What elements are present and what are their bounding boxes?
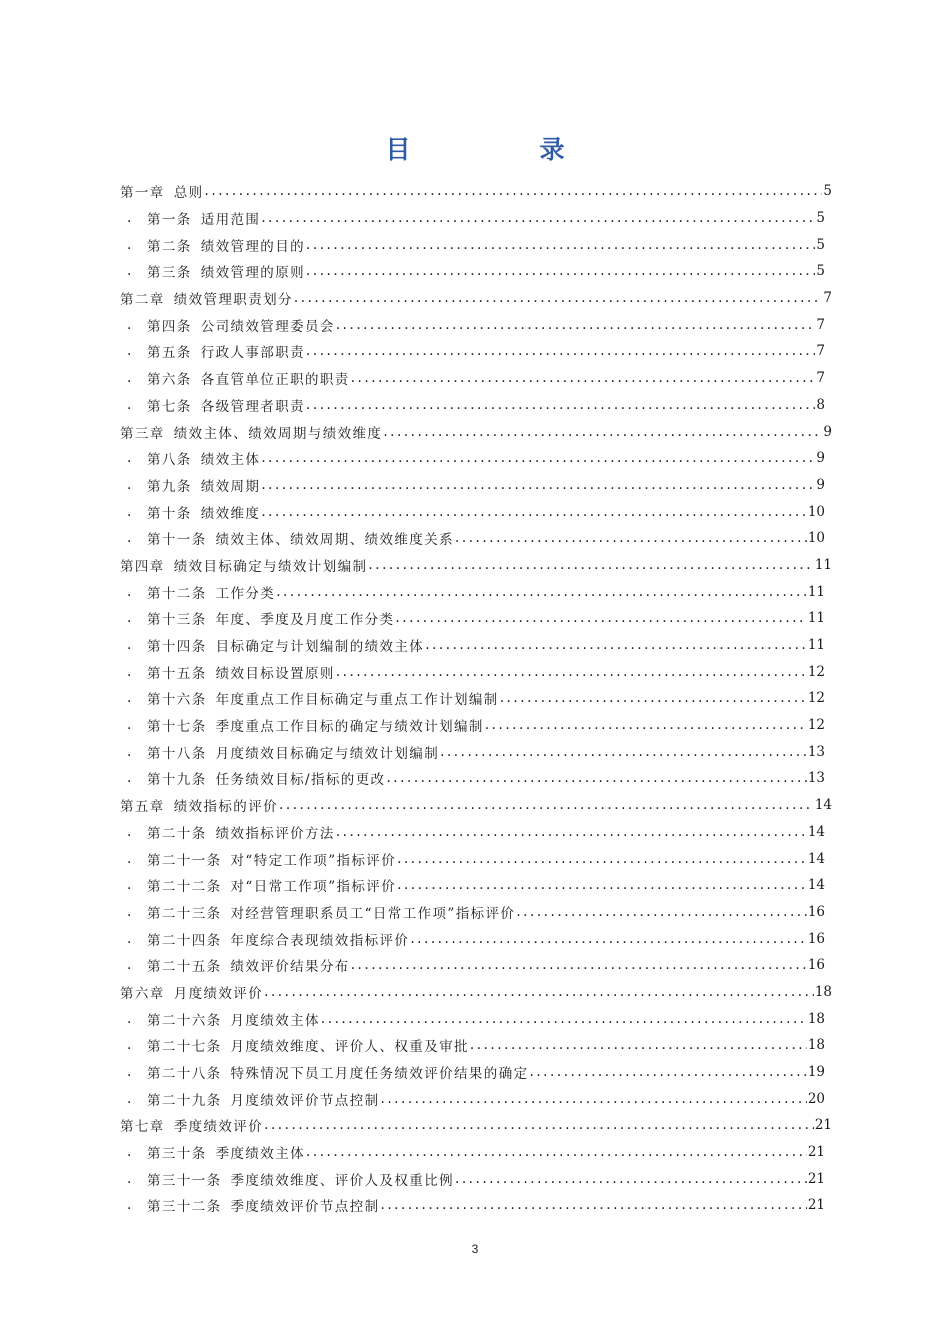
toc-bullet: . [127,957,132,974]
toc-article-entry[interactable] [120,632,832,659]
toc-bullet: . [127,743,132,760]
toc-entry-title: 绩效管理职责划分 [173,292,293,309]
toc-dot-leader [454,1171,807,1187]
toc-page-number: 16 [807,930,825,947]
toc-article-entry[interactable] [120,498,832,525]
toc-entry-title: 年度重点工作目标确定与重点工作计划编制 [215,692,499,709]
toc-dot-leader [484,717,807,733]
toc-dot-leader [367,557,813,573]
toc-page-number: 7 [816,316,825,333]
toc-dot-leader [439,744,807,760]
toc-page-number: 18 [807,1037,825,1054]
toc-dot-leader [260,477,815,493]
toc-entry-title: 季度绩效主体 [215,1146,306,1163]
toc-chapter-entry[interactable] [120,418,832,445]
toc-bullet: . [127,476,132,493]
toc-bullet: . [127,770,132,787]
toc-page-number: 16 [807,903,825,920]
toc-article-entry[interactable] [120,205,832,232]
toc-entry-title: 绩效周期 [200,478,261,495]
toc-article-entry[interactable] [120,1085,832,1112]
toc-entry-number: 第十七条 [147,719,207,736]
toc-chapter-entry[interactable] [120,979,832,1006]
toc-page-number: 18 [807,1010,825,1027]
toc-entry-number: 第三章 [120,425,165,442]
toc-article-entry[interactable] [120,872,832,899]
toc-article-entry[interactable] [120,1005,832,1032]
toc-bullet: . [127,637,132,654]
toc-entry-title: 绩效主体 [200,452,261,469]
toc-page-number: 5 [816,210,825,227]
toc-page-number: 14 [807,823,825,840]
toc-page-number: 21 [807,1144,825,1161]
toc-bullet: . [127,1037,132,1054]
toc-bullet: . [127,823,132,840]
page-number: 3 [471,1242,479,1256]
toc-entry-title: 特殊情况下员工月度任务绩效评价结果的确定 [230,1066,529,1083]
toc-page-number: 14 [807,877,825,894]
toc-dot-leader [320,1011,807,1027]
toc-entry-number: 第十八条 [147,745,207,762]
toc-entry-number: 第四章 [120,558,165,575]
toc-entry-number: 第二条 [147,238,192,255]
toc-article-entry[interactable] [120,258,832,285]
toc-chapter-entry[interactable] [120,792,832,819]
toc-page-number: 13 [807,743,825,760]
toc-page-number: 10 [807,503,825,520]
toc-page-number: 12 [807,690,825,707]
toc-bullet: . [127,1064,132,1081]
toc-entry-number: 第七章 [120,1119,165,1136]
toc-article-entry[interactable] [120,952,832,979]
toc-article-entry[interactable] [120,231,832,258]
toc-entry-title: 绩效管理的目的 [200,238,306,255]
toc-entry-title: 绩效目标确定与绩效计划编制 [173,558,368,575]
toc-entry-title: 绩效维度 [200,505,261,522]
toc-dot-leader [382,424,822,440]
toc-dot-leader [529,1064,807,1080]
toc-entry-number: 第十一条 [147,532,207,549]
toc-entry-number: 第六条 [147,372,192,389]
toc-entry-title: 行政人事部职责 [200,345,306,362]
toc-entry-title: 月度绩效目标确定与绩效计划编制 [215,745,440,762]
toc-entry-number: 第五条 [147,345,192,362]
toc-page-number: 8 [816,396,825,413]
toc-article-entry[interactable] [120,365,832,392]
toc-entry-title: 目标确定与计划编制的绩效主体 [215,639,425,656]
toc-page-number: 5 [816,236,825,253]
toc-bullet: . [127,690,132,707]
toc-dot-leader [275,584,807,600]
toc-entry-number: 第二十六条 [147,1012,222,1029]
toc-page-number: 9 [816,450,825,467]
toc-entry-title: 各级管理者职责 [200,398,306,415]
toc-entry-title: 月度绩效评价 [173,985,264,1002]
toc-entry-number: 第一条 [147,212,192,229]
toc-entry-title: 年度、季度及月度工作分类 [215,612,395,629]
toc-bullet: . [127,263,132,280]
toc-page-number: 7 [823,290,832,307]
toc-entry-number: 第十六条 [147,692,207,709]
toc-page-number: 9 [816,476,825,493]
toc-dot-leader [385,770,806,786]
toc-entry-title: 年度综合表现绩效指标评价 [230,932,410,949]
toc-article-entry[interactable] [120,605,832,632]
toc-article-entry[interactable] [120,311,832,338]
toc-entry-title: 工作分类 [215,585,276,602]
toc-page-number: 11 [814,556,832,573]
toc-entry-title: 各直管单位正职的职责 [200,372,350,389]
toc-article-entry[interactable] [120,685,832,712]
toc-dot-leader [278,797,814,813]
toc-entry-title: 季度绩效评价节点控制 [230,1199,380,1216]
toc-entry-number: 第二十条 [147,825,207,842]
toc-bullet: . [127,450,132,467]
toc-entry-number: 第十二条 [147,585,207,602]
toc-bullet: . [127,1010,132,1027]
toc-entry-number: 第三十一条 [147,1172,222,1189]
toc-entry-number: 第二章 [120,292,165,309]
toc-entry-title: 绩效评价结果分布 [230,959,350,976]
toc-entry-number: 第十条 [147,505,192,522]
toc-dot-leader [260,210,815,226]
toc-article-entry[interactable] [120,1165,832,1192]
toc-entry-number: 第十五条 [147,665,207,682]
toc-entry-number: 第三条 [147,265,192,282]
toc-page-number: 11 [807,637,825,654]
toc-article-entry[interactable] [120,899,832,926]
toc-article-entry[interactable] [120,658,832,685]
toc-dot-leader [335,824,807,840]
toc-page-number: 19 [807,1064,825,1081]
toc-chapter-entry[interactable] [120,1112,832,1139]
toc-dot-leader [335,664,807,680]
toc-dot-leader [260,504,807,520]
toc-article-entry[interactable] [120,765,832,792]
toc-dot-leader [394,610,806,626]
toc-entry-title: 月度绩效评价节点控制 [230,1092,380,1109]
toc-dot-leader [305,343,815,359]
toc-page-number: 20 [807,1090,825,1107]
toc-article-entry[interactable] [120,819,832,846]
toc-page-number: 13 [807,770,825,787]
toc-page-number: 5 [823,183,832,200]
toc-dot-leader [204,183,823,199]
toc-page-number: 7 [816,343,825,360]
toc-dot-leader [350,370,816,386]
toc-page-number: 12 [807,663,825,680]
toc-page-number: 21 [814,1117,832,1134]
toc-bullet: . [127,210,132,227]
toc-bullet: . [127,610,132,627]
toc-page-number: 9 [823,423,832,440]
toc-entry-number: 第二十八条 [147,1066,222,1083]
toc-article-entry[interactable] [120,525,832,552]
toc-entry-number: 第二十三条 [147,905,222,922]
toc-article-entry[interactable] [120,925,832,952]
toc-entry-number: 第二十一条 [147,852,222,869]
toc-dot-leader [515,904,807,920]
toc-entry-number: 第三十二条 [147,1199,222,1216]
toc-entry-title: 季度绩效维度、评价人及权重比例 [230,1172,454,1189]
toc-dot-leader [293,290,823,306]
toc-dot-leader [260,450,815,466]
toc-entry-title: 月度绩效维度、评价人、权重及审批 [230,1039,469,1056]
toc-bullet: . [127,396,132,413]
toc-page-number: 10 [807,530,825,547]
toc-bullet: . [127,663,132,680]
toc-article-entry[interactable] [120,712,832,739]
toc-entry-title: 公司绩效管理委员会 [200,318,335,335]
table-of-contents [120,178,832,1219]
toc-page-number: 21 [807,1197,825,1214]
toc-chapter-entry[interactable] [120,178,832,205]
toc-entry-title: 对“特定工作项”指标评价 [230,852,397,869]
toc-entry-title: 月度绩效主体 [230,1012,320,1029]
toc-entry-title: 绩效指标的评价 [173,799,279,816]
toc-bullet: . [127,1170,132,1187]
toc-article-entry[interactable] [120,845,832,872]
toc-article-entry[interactable] [120,578,832,605]
toc-article-entry[interactable] [120,1139,832,1166]
toc-entry-number: 第十三条 [147,612,207,629]
toc-entry-number: 第六章 [120,985,165,1002]
toc-dot-leader [305,237,815,253]
toc-entry-number: 第十四条 [147,639,207,656]
toc-entry-title: 绩效主体、绩效周期、绩效维度关系 [215,532,455,549]
toc-article-entry[interactable] [120,445,832,472]
toc-entry-number: 第二十七条 [147,1039,222,1056]
toc-page-number: 11 [807,583,825,600]
toc-article-entry[interactable] [120,1059,832,1086]
toc-entry-number: 第二十九条 [147,1092,222,1109]
toc-article-entry[interactable] [120,472,832,499]
toc-dot-leader [380,1091,807,1107]
toc-page-number: 18 [814,983,832,1000]
toc-page-number: 14 [814,797,832,814]
toc-bullet: . [127,1197,132,1214]
toc-entry-number: 第十九条 [147,772,207,789]
toc-entry-number: 第四条 [147,318,192,335]
toc-bullet: . [127,850,132,867]
toc-entry-number: 第七条 [147,398,192,415]
toc-bullet: . [127,1090,132,1107]
toc-entry-number: 第二十四条 [147,932,222,949]
toc-entry-title: 绩效管理的原则 [200,265,306,282]
toc-entry-number: 第九条 [147,478,192,495]
toc-bullet: . [127,717,132,734]
toc-dot-leader [499,690,807,706]
toc-entry-title: 任务绩效目标/指标的更改 [215,772,386,789]
toc-entry-title: 对“日常工作项”指标评价 [230,879,397,896]
toc-dot-leader [396,851,807,867]
toc-bullet: . [127,1144,132,1161]
toc-dot-leader [305,397,815,413]
toc-entry-title: 绩效主体、绩效周期与绩效维度 [173,425,383,442]
toc-dot-leader [424,637,807,653]
toc-entry-number: 第五章 [120,799,165,816]
toc-entry-title: 绩效指标评价方法 [215,825,335,842]
toc-entry-number: 第二十二条 [147,879,222,896]
toc-bullet: . [127,370,132,387]
toc-entry-number: 第八条 [147,452,192,469]
toc-dot-leader [335,317,816,333]
toc-bullet: . [127,343,132,360]
toc-entry-title: 绩效目标设置原则 [215,665,335,682]
toc-entry-number: 第三十条 [147,1146,207,1163]
toc-dot-leader [305,1144,807,1160]
toc-page-number: 21 [807,1170,825,1187]
toc-entry-number: 第二十五条 [147,959,222,976]
toc-page-number: 11 [807,610,825,627]
toc-entry-title: 总则 [173,185,204,202]
toc-dot-leader [396,877,807,893]
toc-dot-leader [409,931,807,947]
toc-page-number: 5 [816,263,825,280]
toc-bullet: . [127,903,132,920]
toc-entry-title: 对经营管理职系员工“日常工作项”指标评价 [230,905,516,922]
toc-bullet: . [127,236,132,253]
toc-page-number: 7 [816,370,825,387]
toc-dot-leader [263,1117,814,1133]
toc-bullet: . [127,930,132,947]
toc-chapter-entry[interactable] [120,285,832,312]
toc-dot-leader [469,1037,807,1053]
toc-bullet: . [127,877,132,894]
toc-dot-leader [263,984,814,1000]
toc-page-number: 14 [807,850,825,867]
toc-entry-number: 第一章 [120,185,165,202]
toc-article-entry[interactable] [120,1192,832,1219]
toc-bullet: . [127,583,132,600]
toc-article-entry[interactable] [120,392,832,419]
toc-chapter-entry[interactable] [120,552,832,579]
toc-dot-leader [380,1197,807,1213]
toc-article-entry[interactable] [120,1032,832,1059]
toc-bullet: . [127,503,132,520]
toc-entry-title: 季度重点工作目标的确定与绩效计划编制 [215,719,484,736]
toc-bullet: . [127,316,132,333]
toc-dot-leader [305,263,815,279]
toc-page-number: 12 [807,717,825,734]
toc-page-number: 16 [807,957,825,974]
toc-article-entry[interactable] [120,338,832,365]
toc-entry-title: 适用范围 [200,212,261,229]
toc-bullet: . [127,530,132,547]
toc-dot-leader [350,957,807,973]
toc-title: 目 录 [385,135,617,164]
toc-article-entry[interactable] [120,738,832,765]
toc-dot-leader [454,530,807,546]
toc-entry-title: 季度绩效评价 [173,1119,264,1136]
